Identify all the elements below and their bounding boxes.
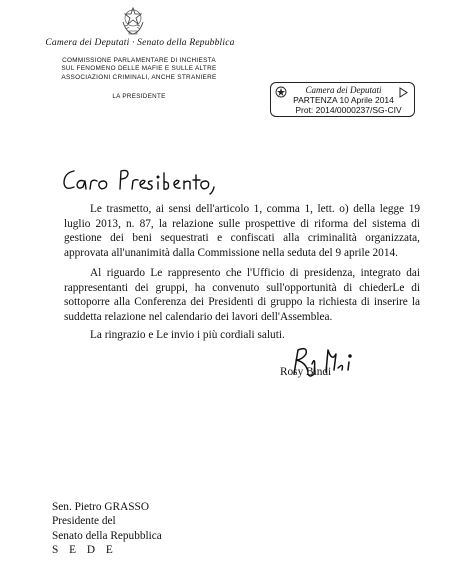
letterhead-office: LA PRESIDENTE — [112, 93, 166, 100]
addressee-block — [52, 500, 162, 558]
signatory-name: Rosy Bindi — [280, 366, 332, 378]
marker-icon — [399, 87, 408, 98]
letter-paragraph — [64, 202, 420, 260]
letterhead-institution: Camera dei Deputati · Senato della Repubblica — [45, 38, 235, 48]
letterhead-commission — [54, 57, 224, 82]
commission-line: COMMISSIONE PARLAMENTARE DI INCHIESTA — [62, 57, 216, 64]
commission-line: SUL FENOMENO DELLE MAFIE E SULLE ALTRE — [61, 65, 217, 73]
paragraph-text: Al riguardo Le rappresento che l'Ufficio di presidenza, integrato dai rappresentanti dei gruppi, ha convenuto sull'opportunità di chiederLe di sottoporre alla Conferenza dei Presidenti di gruppo la richiesta di inserire la suddetta relazione nel calendario dei lavori dell'Assemblea. — [64, 267, 420, 323]
paragraph-text: La ringrazio e Le invio i più cordiali saluti. — [90, 329, 285, 341]
paragraph-text: Le trasmetto, ai sensi dell'articolo 1, comma 1, lett. o) della legge 19 luglio 2013, n. 87, la relazione sulle prospettive di riforma del sistema di gestione dei beni sequestrati e confiscati alla criminalità organizzata, approvata all'unanimità dalla Commissione nella seduta del 9 aprile 2014. — [64, 203, 420, 259]
addressee-name: Sen. Pietro GRASSO — [52, 501, 149, 513]
commission-line: ASSOCIAZIONI CRIMINALI, ANCHE STRANIERE — [61, 73, 217, 81]
addressee-location: S E D E — [52, 544, 117, 557]
emblem-icon — [275, 86, 287, 98]
addressee-role: Presidente del — [52, 515, 116, 528]
italian-republic-emblem-icon — [120, 6, 146, 36]
addressee-body: Senato della Repubblica — [52, 529, 162, 542]
stamp-departure: PARTENZA 10 Aprile 2014 — [293, 95, 394, 105]
stamp-house: Camera dei Deputati — [305, 85, 382, 95]
stamp-protocol: Prot: 2014/0000237/SG-CIV — [295, 105, 402, 115]
protocol-stamp — [270, 82, 415, 117]
letter-paragraph — [64, 266, 420, 324]
handwritten-salutation — [60, 163, 320, 197]
letter-paragraph — [64, 328, 420, 343]
